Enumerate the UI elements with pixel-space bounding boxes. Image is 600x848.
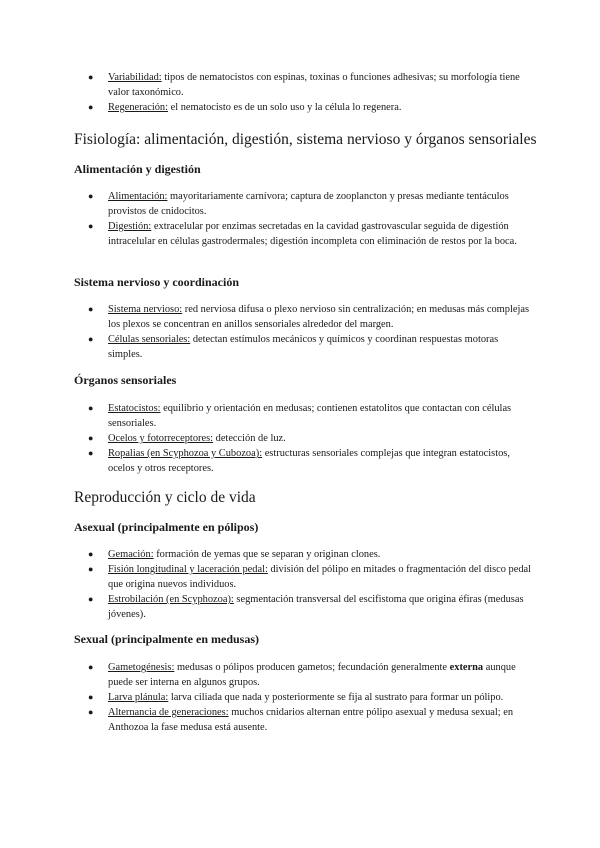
- bullet-icon: ●: [88, 403, 94, 413]
- item-text: división del pólipo en mitades o fragmentación del disco pedal que origina nuevos individuos.: [108, 564, 532, 590]
- item-text: red nerviosa difusa o plexo nervioso sin centralización; en medusas más complejas los plexos se concentran en anillos sensoriales alrededor del margen.: [108, 304, 529, 330]
- bullet-icon: ●: [88, 72, 94, 82]
- item-text: segmentación transversal del escifistoma que origina éfiras (medusas jóvenes).: [108, 594, 524, 620]
- list-item: [74, 401, 534, 431]
- bullet-icon: ●: [88, 707, 94, 717]
- item-text: extracelular por enzimas secretadas en la cavidad gastrovascular seguida de digestión intracelular en células gastrodermales; digestión incompleta con eliminación de restos por la boca.: [108, 221, 517, 247]
- item-text: detectan estímulos mecánicos y químicos y coordinan respuestas motoras simples.: [108, 334, 499, 360]
- item-text: mayoritariamente carnívora; captura de zooplancton y presas mediante tentáculos provistos de cnidocitos.: [108, 191, 509, 217]
- bullet-icon: ●: [88, 433, 94, 443]
- section-heading-reproduccion: Reproducción y ciclo de vida: [74, 489, 256, 506]
- bullet-icon: ●: [88, 304, 94, 314]
- subheading-organos: Órganos sensoriales: [74, 373, 177, 387]
- item-text: medusas o pólipos producen gametos; fecundación generalmente: [174, 662, 450, 673]
- item-term: Digestión:: [108, 221, 152, 232]
- item-term: Larva plánula:: [108, 692, 169, 703]
- item-term: Regeneración:: [108, 102, 169, 113]
- list-item: [74, 690, 534, 705]
- item-term: Estatocistos:: [108, 403, 161, 414]
- subheading-sexual: Sexual (principalmente en medusas): [74, 632, 260, 646]
- item-text: larva ciliada que nada y posteriormente se fija al sustrato para formar un pólipo.: [168, 692, 504, 703]
- item-text-cont: aunque puede ser interna en algunos grupos.: [108, 662, 516, 688]
- list-item: [74, 562, 534, 592]
- bullet-icon: ●: [88, 549, 94, 559]
- item-term: Fisión longitudinal y laceración pedal:: [108, 564, 268, 575]
- item-text: estructuras sensoriales complejas que integran estatocistos, ocelos y otros receptores.: [108, 448, 510, 474]
- list-item: [74, 446, 534, 476]
- item-term: Ocelos y fotorreceptores:: [108, 433, 214, 444]
- item-term: Estrobilación (en Scyphozoa):: [108, 594, 234, 605]
- item-term: Ropalias (en Scyphozoa y Cubozoa):: [108, 448, 263, 459]
- section-heading-fisiologia: Fisiología: alimentación, digestión, sistema nervioso y órganos sensoriales: [74, 131, 537, 148]
- bullet-icon: ●: [88, 221, 94, 231]
- list-item: [74, 660, 534, 690]
- item-text: tipos de nematocistos con espinas, toxinas o funciones adhesivas; su morfología tiene valor taxonómico.: [108, 72, 520, 98]
- bullet-icon: ●: [88, 102, 94, 112]
- list-item: [74, 332, 534, 362]
- item-term: Células sensoriales:: [108, 334, 191, 345]
- item-term: Variabilidad:: [108, 72, 162, 83]
- alimentacion-list: [74, 189, 534, 249]
- nervioso-list: [74, 302, 534, 362]
- asexual-list: [74, 547, 534, 622]
- item-text: equilibrio y orientación en medusas; contienen estatolitos que contactan con células sensoriales.: [108, 403, 512, 429]
- item-text: el nematocisto es de un solo uso y la célula lo regenera.: [168, 102, 402, 113]
- item-emphasis: externa: [449, 662, 484, 673]
- list-item: [74, 219, 534, 249]
- list-item: [74, 189, 534, 219]
- item-term: Gemación:: [108, 549, 154, 560]
- list-item: [74, 705, 534, 735]
- item-text: muchos cnidarios alternan entre pólipo asexual y medusa sexual; en Anthozoa la fase medusa está ausente.: [108, 707, 514, 733]
- list-item: [74, 592, 534, 622]
- organos-list: [74, 401, 534, 476]
- bullet-icon: ●: [88, 564, 94, 574]
- subheading-nervioso: Sistema nervioso y coordinación: [74, 275, 239, 289]
- item-term: Alternancia de generaciones:: [108, 707, 229, 718]
- item-term: Sistema nervioso:: [108, 304, 183, 315]
- list-item: [74, 70, 534, 100]
- subheading-asexual: Asexual (principalmente en pólipos): [74, 520, 259, 534]
- bullet-icon: ●: [88, 594, 94, 604]
- sexual-list: [74, 660, 534, 735]
- list-item: [74, 100, 534, 115]
- subheading-alimentacion: Alimentación y digestión: [74, 162, 201, 176]
- list-item: [74, 302, 534, 332]
- item-text: formación de yemas que se separan y originan clones.: [153, 549, 381, 560]
- item-text: detección de luz.: [213, 433, 286, 444]
- list-item: [74, 547, 534, 562]
- bullet-icon: ●: [88, 448, 94, 458]
- bullet-icon: ●: [88, 334, 94, 344]
- list-item: [74, 431, 534, 446]
- item-term: Alimentación:: [108, 191, 168, 202]
- bullet-icon: ●: [88, 662, 94, 672]
- bullet-icon: ●: [88, 191, 94, 201]
- item-term: Gametogénesis:: [108, 662, 175, 673]
- intro-list: [74, 70, 534, 115]
- bullet-icon: ●: [88, 692, 94, 702]
